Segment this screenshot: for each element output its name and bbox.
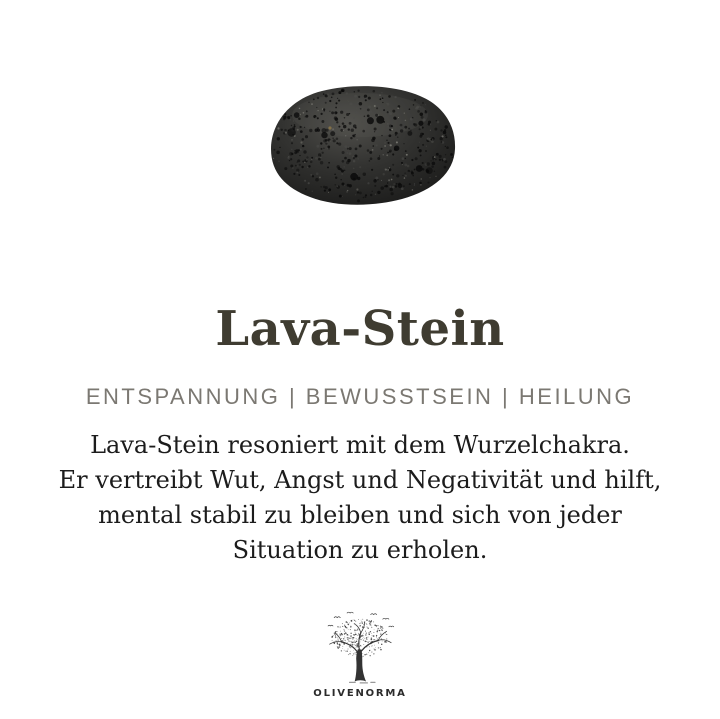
olive-tree-icon (321, 610, 399, 686)
lava-stone-photo (262, 83, 462, 207)
description-line: Er vertreibt Wut, Angst und Negativität und hilft, (58, 466, 662, 494)
description-line: Situation zu erholen. (232, 536, 488, 564)
tagline: ENTSPANNUNG | BEWUSSTSEIN | HEILUNG (85, 384, 635, 409)
description-line: mental stabil zu bleiben und sich von jeder (98, 501, 622, 529)
description-line: Lava-Stein resoniert mit dem Wurzelchakra. (90, 431, 630, 459)
brand-name: OLIVENORMA (313, 688, 407, 699)
brand-block (0, 610, 720, 699)
page-title: Lava-Stein (215, 301, 505, 357)
product-description (0, 428, 720, 568)
